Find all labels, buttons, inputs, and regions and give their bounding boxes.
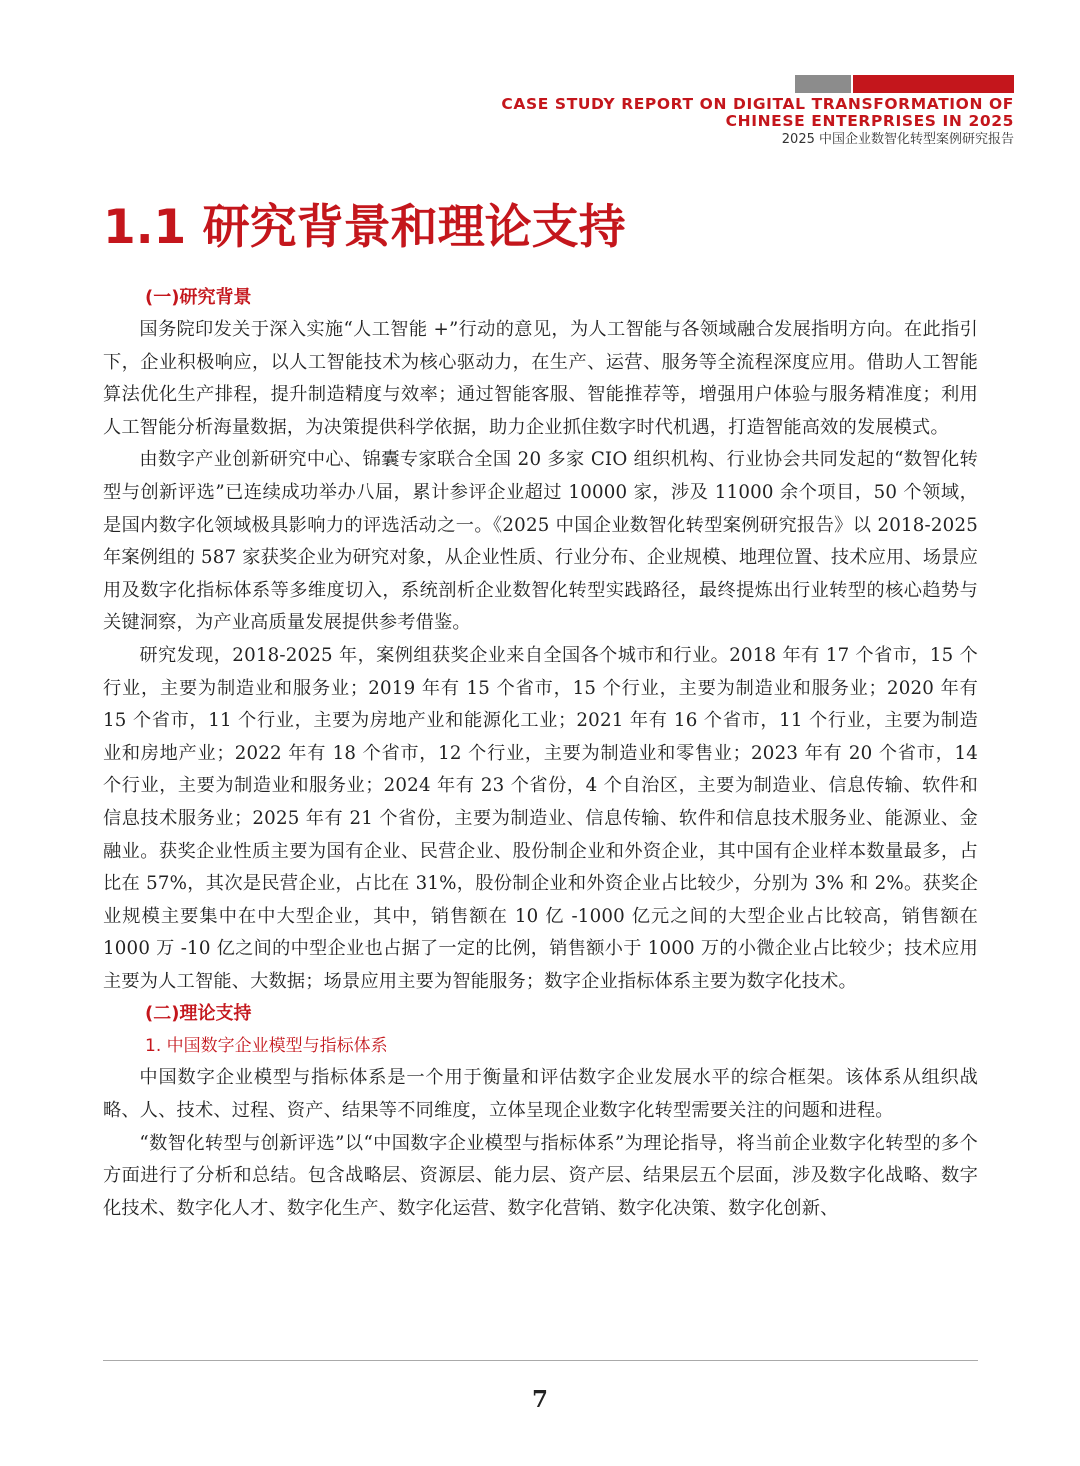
theory-paragraph-2: “数智化转型与创新评选”以“中国数字企业模型与指标体系”为理论指导，将当前企业数字化转型的多个方面进行了分析和总结。包含战略层、资源层、能力层、资产层、结果层五个层面，涉及数字化战略、数字化技术、数字化人才、数字化生产、数字化运营、数字化营销、数字化决策、数字化创新、 [103, 1132, 978, 1219]
background-paragraph-2: 由数字产业创新研究中心、锦囊专家联合全国 20 多家 CIO 组织机构、行业协会共同发起的“数智化转型与创新评选”已连续成功举办八届，累计参评企业超过 10000 家，涉及 11000 余个项目，50 个领域，是国内数字化领域极具影响力的评选活动之一。《2025 中国企业数智化转型案例研究报告》以 2018-2025 年案例组的 587 家获奖企业为研究对象，从企业性质、行业分布、企业规模、地理位置、技术应用、场景应用及数字化指标体系等多维度切入，系统剖析企业数智化转型实践路径，最终提炼出行业转型的核心趋势与关键洞察，为产业高质量发展提供参考借鉴。 [103, 449, 978, 634]
footer-divider [103, 1360, 978, 1361]
header-accent-bar-red [853, 75, 1014, 93]
section-title: 1.1 研究背景和理论支持 [103, 200, 626, 255]
report-title-english-line2: CHINESE ENTERPRISES IN 2025 [725, 112, 1014, 130]
background-paragraph-1: 国务院印发关于深入实施“人工智能 +”行动的意见，为人工智能与各领域融合发展指明方向。在此指引下，企业积极响应，以人工智能技术为核心驱动力，在生产、运营、服务等全流程深度应用。借助人工智能算法优化生产排程，提升制造精度与效率；通过智能客服、智能推荐等，增强用户体验与服务精准度；利用人工智能分析海量数据，为决策提供科学依据，助力企业抓住数字时代机遇，打造智能高效的发展模式。 [103, 319, 978, 438]
body-content [103, 282, 978, 1225]
report-title-english [454, 96, 1014, 130]
theory-paragraph-1: 中国数字企业模型与指标体系是一个用于衡量和评估数字企业发展水平的综合框架。该体系从组织战略、人、技术、过程、资产、结果等不同维度，立体呈现企业数字化转型需要关注的问题和进程。 [103, 1067, 978, 1122]
page-number: 7 [531, 1386, 548, 1413]
header-accent-bar-gray [795, 75, 851, 93]
report-title-english-line1: CASE STUDY REPORT ON DIGITAL TRANSFORMATION OF [501, 95, 1014, 113]
background-heading: (一)研究背景 [145, 287, 252, 308]
report-title-chinese: 2025 中国企业数智化转型案例研究报告 [781, 132, 1014, 147]
theory-heading: (二)理论支持 [145, 1003, 252, 1025]
background-paragraph-3: 研究发现，2018-2025 年，案例组获奖企业来自全国各个城市和行业。2018 年有 17 个省市，15 个行业，主要为制造业和服务业；2019 年有 15 个省市，15 个行业，主要为制造业和服务业；2020 年有 15 个省市，11 个行业，主要为房地产业和能源化工业；2021 年有 16 个省市，11 个行业，主要为制造业和房地产业；2022 年有 18 个省市，12 个行业，主要为制造业和零售业；2023 年有 20 个省市，14 个行业，主要为制造业和服务业；2024 年有 23 个省份，4 个自治区，主要为制造业、信息传输、软件和信息技术服务业；2025 年有 21 个省份，主要为制造业、信息传输、软件和信息技术服务业、能源业、金融业。获奖企业性质主要为国有企业、民营企业、股份制企业和外资企业，其中国有企业样本数量最多，占比在 57%，其次是民营企业，占比在 31%，股份制企业和外资企业占比较少，分别为 3% 和 2%。获奖企业规模主要集中在中大型企业，其中，销售额在 10 亿 -1000 亿元之间的大型企业占比较高，销售额在 1000 万 -10 亿之间的中型企业也占据了一定的比例，销售额小于 1000 万的小微企业占比较少；技术应用主要为人工智能、大数据；场景应用主要为智能服务；数字企业指标体系主要为数字化技术。 [103, 644, 978, 992]
theory-subheading: 1. 中国数字企业模型与指标体系 [145, 1036, 388, 1057]
